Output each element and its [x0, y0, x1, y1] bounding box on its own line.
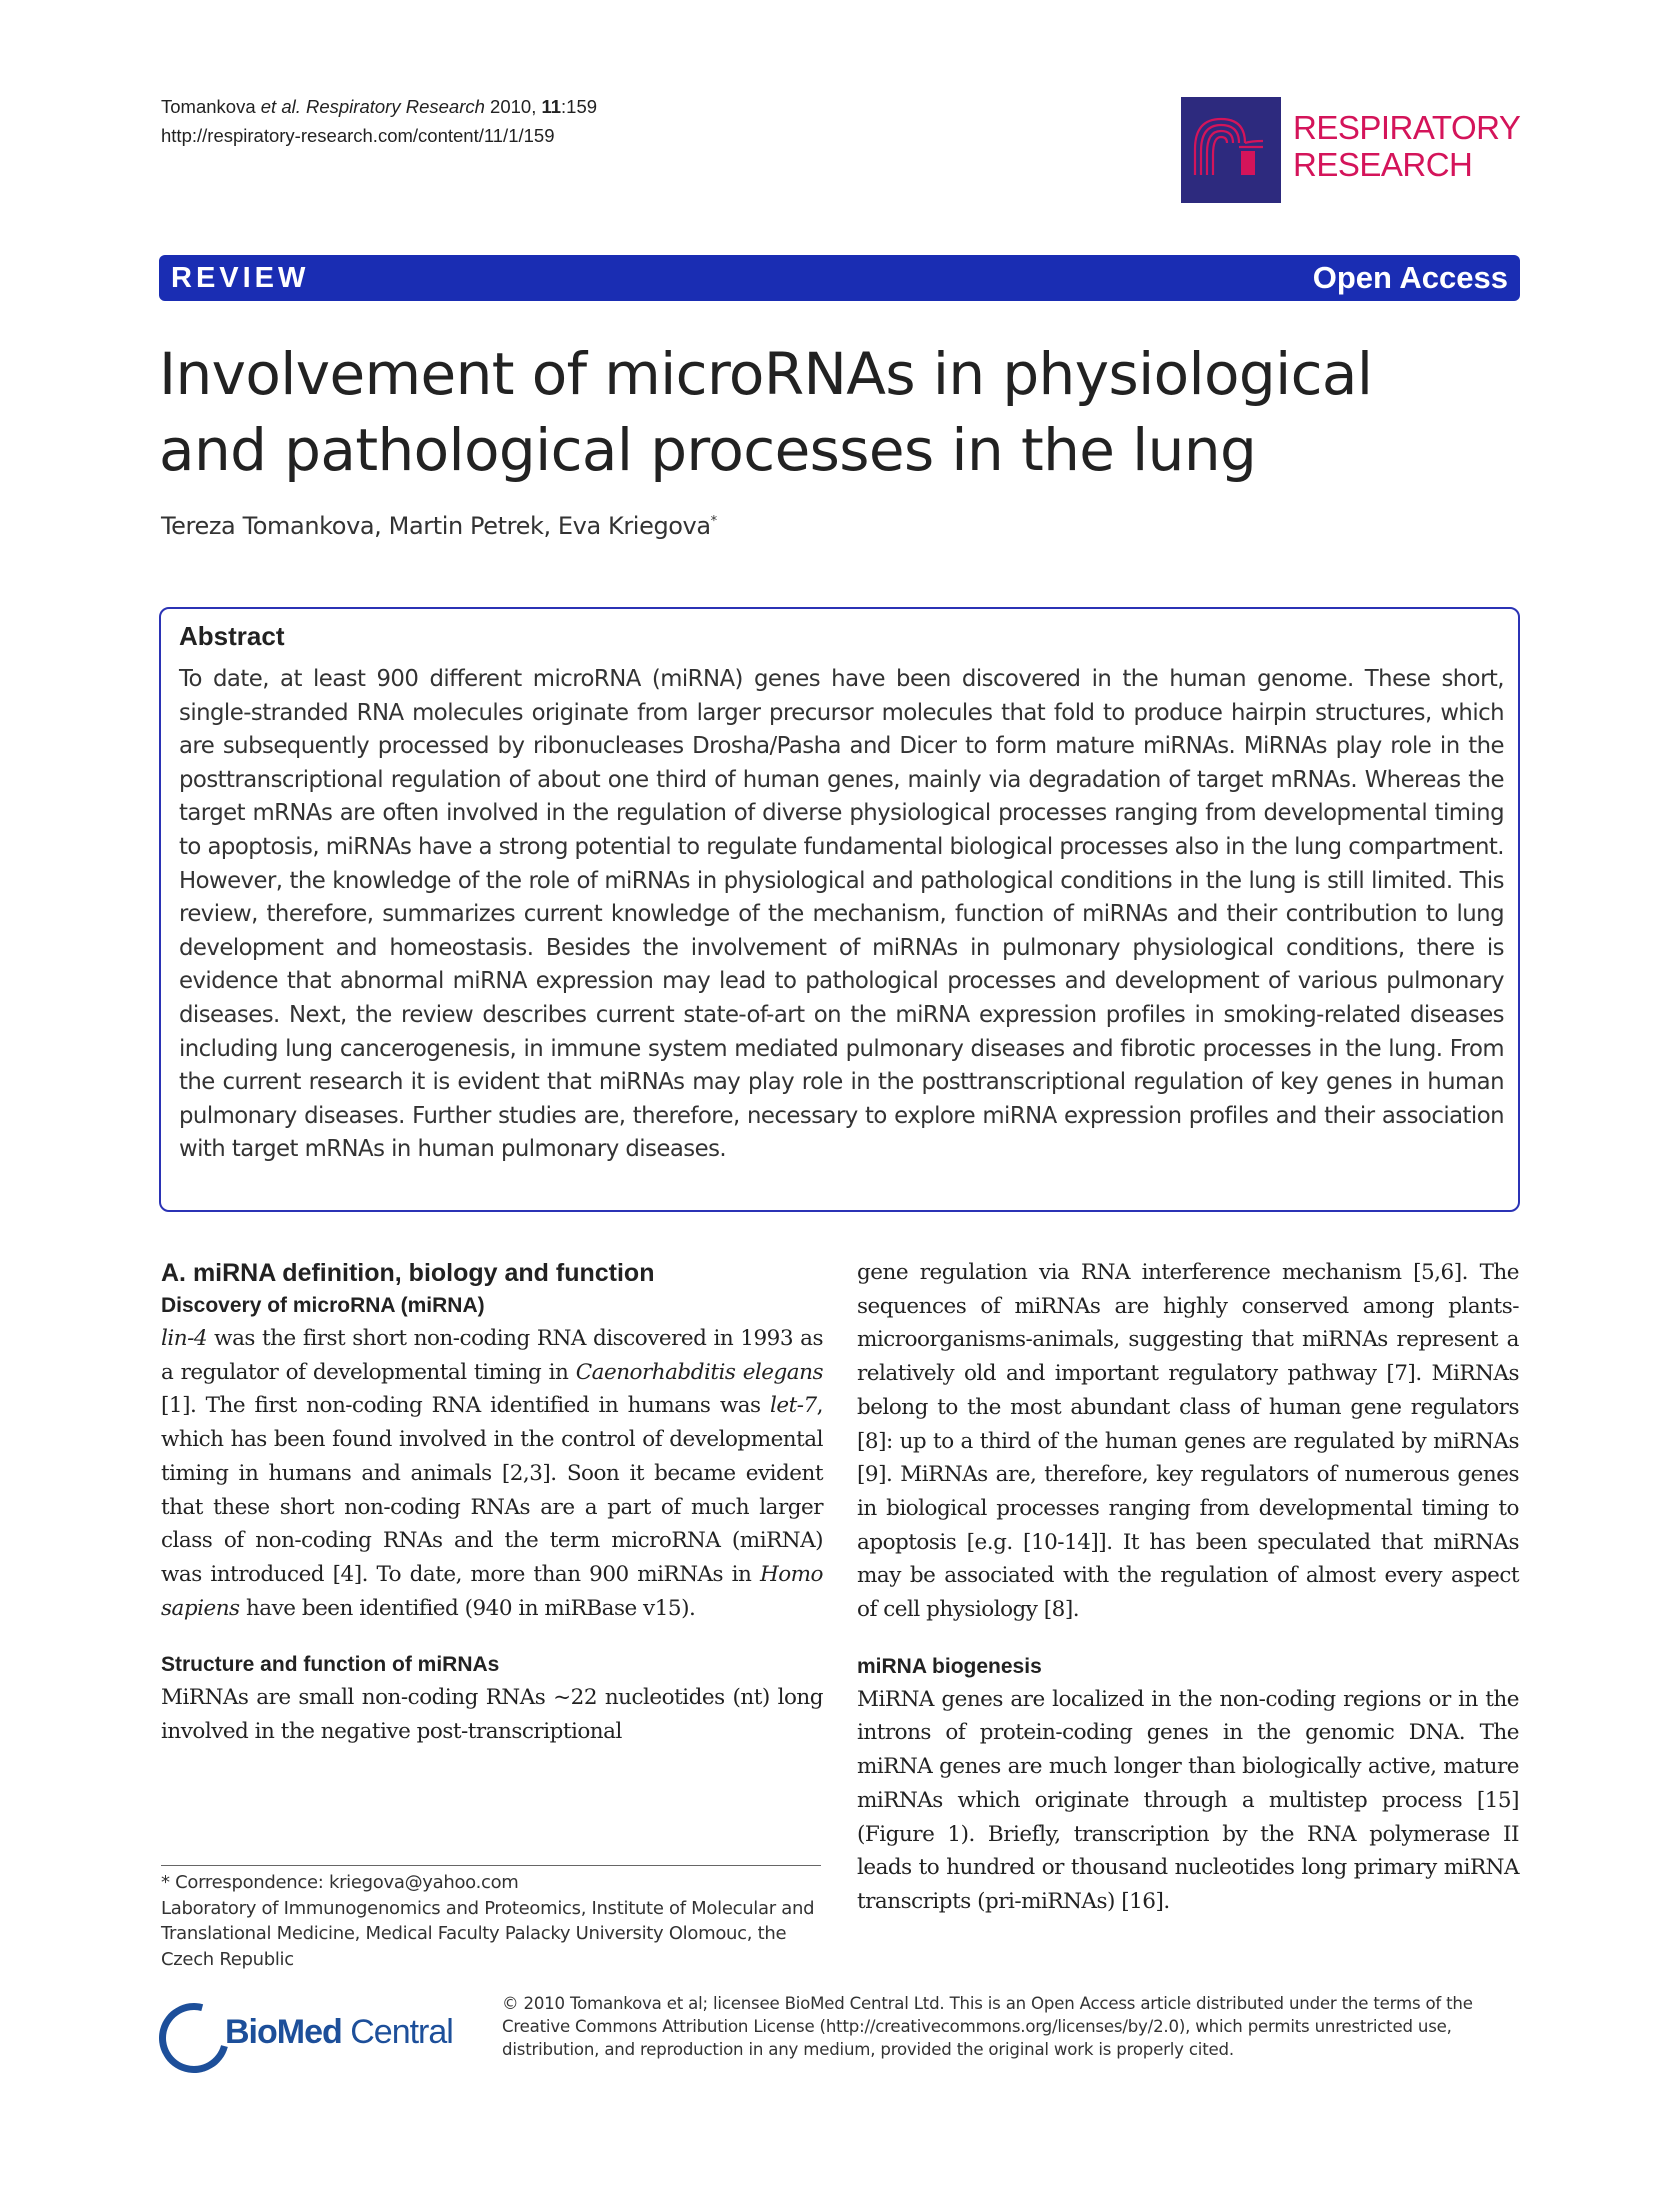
species-homo-sapiens: Homo sapiens [161, 1561, 823, 1621]
citation-article: :159 [561, 96, 598, 117]
journal-name [1293, 109, 1520, 183]
license-text: © 2010 Tomankova et al; licensee BioMed Central Ltd. This is an Open Access article distributed under the terms of the Creative Commons Attribution License (http://creativecommons.org/licenses/by/2.0), which permits unrestricted use, distribution, and reproduction in any medium, provided the original work is properly cited. [502, 1994, 1473, 2059]
article-authors [161, 512, 717, 540]
footnote-divider [161, 1865, 821, 1866]
biogenesis-paragraph: MiRNA genes are localized in the non-coding regions or in the introns of protein-coding genes in the genomic DNA. The miRNA genes are much longer than biologically active, mature miRNAs which originate through a multistep process [15] (Figure 1). Briefly, transcription by the RNA polymerase II leads to hundred or thousand nucleotides long primary miRNA transcripts (pri-miRNAs) [16]. [857, 1686, 1519, 1914]
journal-name-line1: RESPIRATORY [1293, 109, 1521, 146]
article-type-label: REVIEW [171, 261, 310, 294]
subsection-heading-structure: Structure and function of miRNAs [161, 1653, 500, 1677]
citation-volume: 11 [541, 96, 562, 117]
regulation-paragraph: gene regulation via RNA interference mechanism [5,6]. The sequences of miRNAs are highly conserved among plants-microorganisms-animals, suggesting that miRNAs represent a relatively old and important regulatory pathway [7]. MiRNAs belong to the most abundant class of human gene regulators [8]: up to a third of the human genes are regulated by miRNAs [9]. MiRNAs are, therefore, key regulators of numerous genes in biological processes ranging from developmental timing to apoptosis [e.g. [10-14]]. It has been speculated that miRNAs may be associated with the regulation of almost every aspect of cell physiology [8]. [857, 1260, 1519, 1623]
citation-authors: Tomankova [161, 96, 261, 117]
journal-name-line2: RESEARCH [1293, 146, 1473, 183]
publisher-name [225, 2013, 453, 2052]
article-url[interactable]: http://respiratory-research.com/content/11/1/159 [161, 125, 555, 146]
discovery-paragraph [161, 1322, 823, 1625]
text-span: [1]. The first non-coding RNA identified in humans was [161, 1393, 770, 1419]
journal-mark-icon [1181, 97, 1281, 203]
text-span: , which has been found involved in the control of developmental timing in humans and animals [2,3]. Soon it became evident that these short non-coding RNAs are a part of much larger class of non-coding RNAs and the term microRNA (miRNA) was introduced [4]. To date, more than 900 miRNAs in [161, 1393, 823, 1587]
subsection-heading-biogenesis: miRNA biogenesis [857, 1654, 1042, 1678]
text-span: was the first short non-coding RNA discovered in 1993 as a regulator of developmental timing in [161, 1326, 823, 1385]
correspondence-note: * Correspondence: kriegova@yahoo.com [161, 1872, 519, 1893]
article-title [159, 336, 1520, 488]
section-heading: A. miRNA definition, biology and function [161, 1259, 655, 1287]
abstract-text: To date, at least 900 different microRNA (miRNA) genes have been discovered in the human genome. These short, single-stranded RNA molecules originate from larger precursor molecules that fold to produce hairpin structures, which are subsequently processed by ribonucleases Drosha/Pasha and Dicer to form mature miRNAs. MiRNAs play role in the posttranscriptional regulation of about one third of human genes, mainly via degradation of target mRNAs. Whereas the target mRNAs are often involved in the regulation of diverse physiological processes ranging from developmental timing to apoptosis, miRNAs have a strong potential to regulate fundamental biological processes also in the lung compartment. However, the knowledge of the role of miRNAs in physiological and pathological conditions in the lung is still limited. This review, therefore, summarizes current knowledge of the mechanism, function of miRNAs and their contribution to lung development and homeostasis. Besides the involvement of miRNAs in pulmonary physiological conditions, there is evidence that abnormal miRNA expression may lead to pathological processes and development of various pulmonary diseases. Next, the review describes current state-of-art on the miRNA expression profiles in smoking-related diseases including lung cancerogenesis, in immune system mediated pulmonary diseases and fibrotic processes in the lung. From the current research it is evident that miRNAs may play role in the posttranscriptional regulation of key genes in human pulmonary diseases. Further studies are, therefore, necessary to explore miRNA expression profiles and their association with target mRNAs in human pulmonary diseases. [179, 666, 1504, 1163]
article-type-bar [159, 255, 1520, 301]
gene-name-let7: let-7 [769, 1393, 817, 1419]
article-title-line2: and pathological processes in the lung [159, 416, 1257, 484]
article-title-line1: Involvement of microRNAs in physiological [159, 340, 1373, 408]
abstract-heading: Abstract [179, 621, 285, 651]
citation-line [161, 92, 597, 121]
author-list: Tereza Tomankova, Martin Petrek, Eva Kriegova [161, 512, 711, 540]
citation-journal: et al. Respiratory Research [260, 96, 491, 117]
citation-year: 2010, [490, 96, 542, 117]
body-column-left [161, 1256, 823, 1749]
footnote [161, 1870, 821, 1972]
publisher-name-rest: Central [341, 2013, 453, 2051]
species-name: Caenorhabditis elegans [575, 1359, 823, 1385]
publisher-logo [159, 2003, 479, 2069]
abstract-box [159, 607, 1520, 1212]
subsection-heading-discovery: Discovery of microRNA (miRNA) [161, 1294, 485, 1317]
corresponding-author-mark: * [710, 514, 717, 529]
journal-logo [1181, 97, 1521, 203]
body-column-right [857, 1256, 1519, 1919]
affiliation-note: Laboratory of Immunogenomics and Proteomics, Institute of Molecular and Translational Medicine, Medical Faculty Palacky University Olomouc, the Czech Republic [161, 1897, 815, 1970]
gene-name-lin4: lin-4 [161, 1326, 208, 1351]
citation-header [161, 92, 597, 150]
structure-paragraph: MiRNAs are small non-coding RNAs ~22 nucleotides (nt) long involved in the negative post-transcriptional [161, 1685, 823, 1745]
text-span: have been identified (940 in miRBase v15). [239, 1595, 696, 1621]
publisher-name-bold: BioMed [225, 2013, 342, 2051]
open-access-label: Open Access [1312, 260, 1508, 295]
